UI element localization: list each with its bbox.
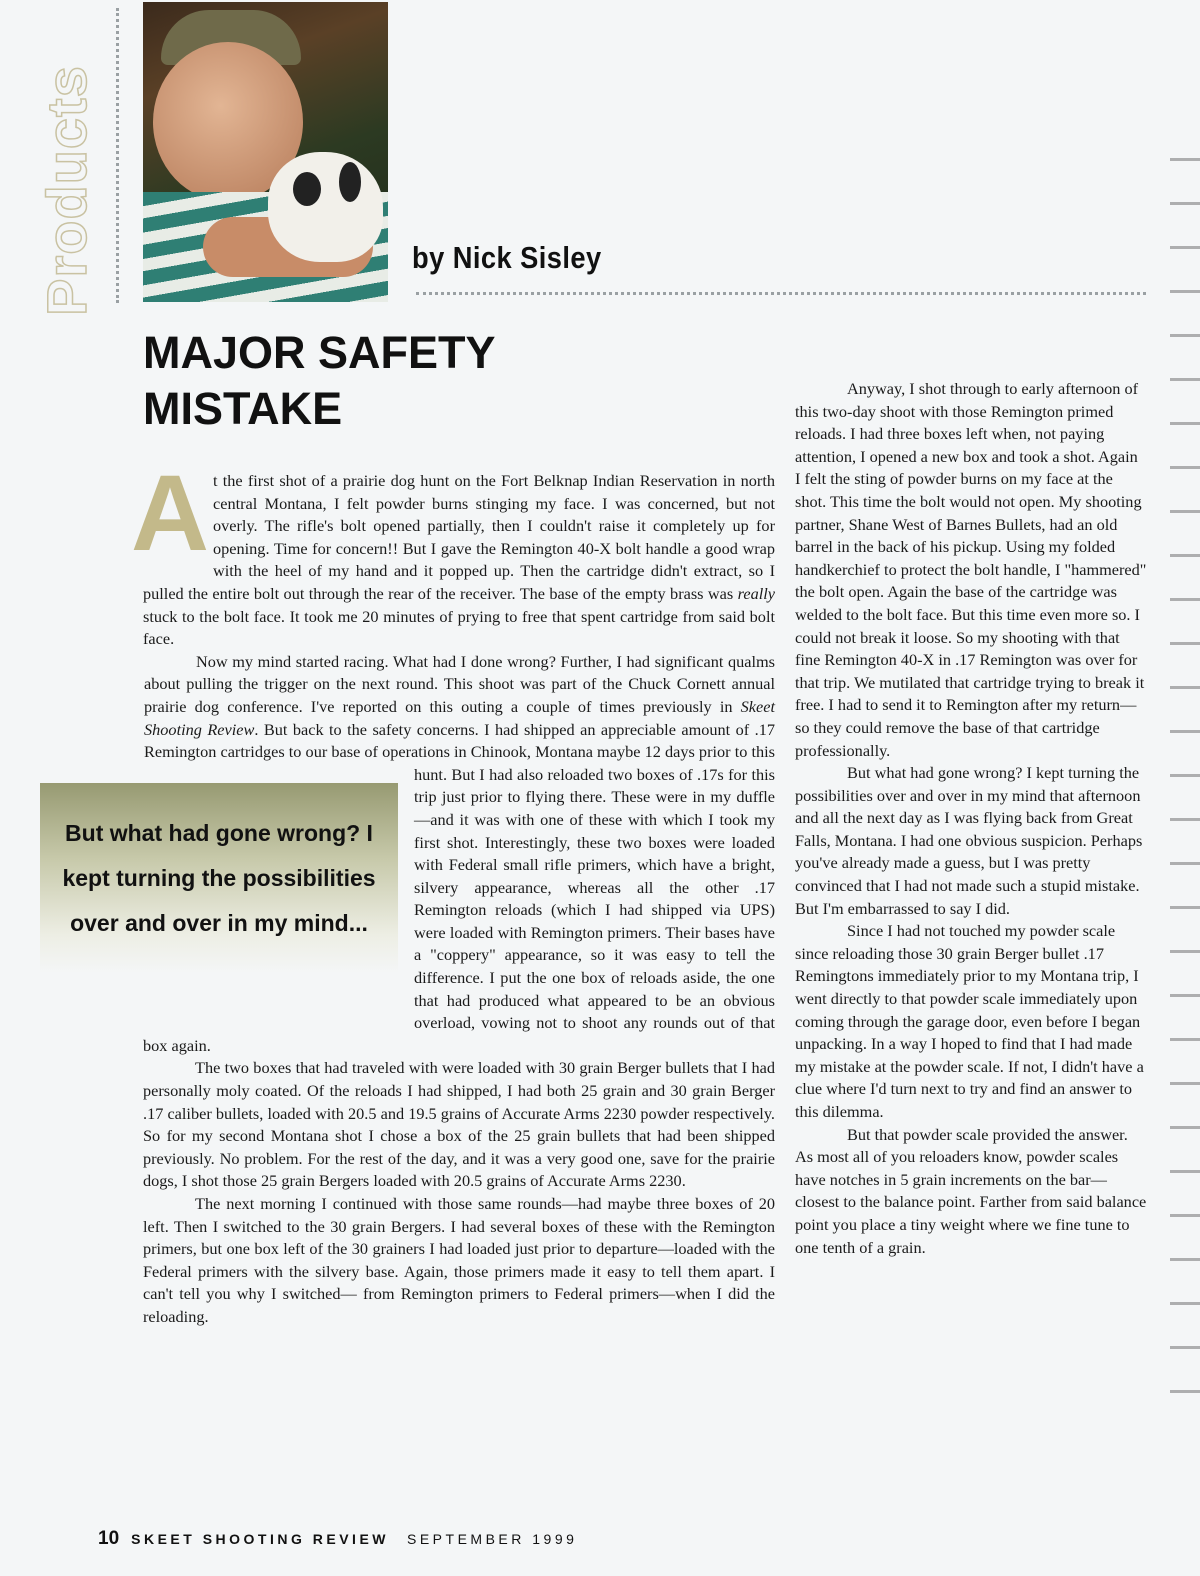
headline: MAJOR SAFETY MISTAKE (143, 327, 495, 434)
page-number: 10 (98, 1528, 120, 1549)
drop-cap: A (131, 452, 209, 573)
pull-quote-text: But what had gone wrong? I kept turning the possibilities over and over in my mind... (62, 819, 376, 936)
author-photo (143, 2, 388, 302)
section-label (34, 64, 98, 316)
article-paragraph: But what had gone wrong? I kept turning the possibilities over and over in my mind that afternoon and all the next day as I was flying back from Great Falls, Montana. I had one obvious suspicion. Perhaps you've already made a guess, but I was pretty convinced that I had not made such a stupid mistake. But I'm embarrassed to say I did. (795, 763, 1143, 918)
article-paragraph: The two boxes that had traveled with were loaded with 30 grain Berger bullets that I had personally moly coated. Of the reloads I had shipped, I had both 25 grain and 30 grain Berger .17 caliber bullets, loaded with 20.5 and 19.5 grains of Accurate Arms 2230 powder respectively. So for my second Montana shot I chose a box of the 25 grain bullets that had been shipped previously. No problem. For the rest of the day, and it was a very good one, save for the prairie dogs, I shot those 25 grain Bergers loaded with 20.5 grains of Accurate Arms 2230. (143, 1058, 775, 1191)
section-label-text: Products (34, 64, 98, 316)
horizontal-dotted-rule (416, 292, 1146, 295)
issue-date: SEPTEMBER 1999 (407, 1531, 578, 1547)
magazine-name: SKEET SHOOTING REVIEW (131, 1531, 389, 1547)
article-paragraph: Since I had not touched my powder scale since reloading those 30 grain Berger bullet .17 Remingtons immediately prior to my Montana trip, I went directly to that powder scale immediately upon coming through the garage door, even before I began unpacking. In a way I hoped to find that I had made my mistake at the powder scale. If not, I didn't have a clue where I'd turn next to try and find an answer to this dilemma. (795, 921, 1144, 1121)
article-paragraph: At the first shot of a prairie dog hunt on the Fort Belknap Indian Reservation in north central Montana, I felt powder burns stinging my face. I was concerned, but not overly. The rifle's bolt opened partially, then I couldn't raise it completely up for opening. Time for concern!! But I gave the Remington 40-X bolt handle a good wrap with the heel of my hand and it popped up. Then the cartridge didn't extract, so I pulled the entire bolt out through the rear of the receiver. The base of the empty brass was really stuck to the bolt face. It took me 20 minutes of prying to free that spent cartridge from said bolt face. (131, 452, 775, 649)
pull-quote (40, 783, 398, 973)
article-column-right (795, 378, 1147, 1259)
article-paragraph: The next morning I continued with those same rounds—had maybe three boxes of 20 left. Then I switched to the 30 grain Bergers. I had several boxes of these with the Remington primers, but one box left of the 30 grainers I had loaded just prior to departure—loaded with the Federal primers with the silvery base. Again, those primers made it easy to tell them apart. I can't tell you why I switched— from Remington primers to Federal primers—when I did the reloading. (143, 1194, 775, 1326)
article-paragraph: But that powder scale provided the answer. As most all of you reloaders know, powder scales have notches in 5 grain increments on the bar—closest to the balance point. Farther from said balance point you place a tiny weight where we fine tune to one tenth of a grain. (795, 1124, 1147, 1257)
byline: by Nick Sisley (412, 240, 602, 275)
article-paragraph: Anyway, I shot through to early afternoon of this two-day shoot with those Remington primed reloads. I had three boxes left when, not paying attention, I opened a new box and took a shot. Again I felt the sting of powder burns on my face at the shot. This time the bolt would not open. My shooting partner, Shane West of Barnes Bullets, had an old barrel in the back of his pickup. Using my folded handkerchief to protect the bolt handle, I "hammered" the bolt open. Again the base of the cartridge was welded to the bolt face. But this time even more so. I could not break it loose. So my shooting with that fine Remington 40-X in .17 Remington was over for that trip. We mutilated that cartridge trying to break it free. I had to send it to Remington after my return—so they could remove the base of that cartridge professionally. (795, 379, 1147, 760)
article-paragraph: Now my mind started racing. What had I done wrong? Further, I had significant qualms about pulling the trigger on the next round. This shoot was part of the Chuck Cornett annual prairie dog conference. I've reported on this outing a couple of times previously in Skeet Shooting Review. But back to the safety concerns. I had shipped an appreciable amount of .17 Remington cartridges to our base of operations in Chinook, Montana maybe 12 days prior to this hunt. But I had also reloaded two boxes of .17s for this trip just prior to flying there. These were in my duffle—and it was with one of these with which I took my first shot. Interestingly, these two boxes were loaded with Federal small rifle primers, which have a bright, silvery appearance, whereas all the other .17 Remington reloads (which I had shipped via UPS) were loaded with Remington primers. Their bases have a "coppery" appearance, so it was easy to tell the difference. I put the one box of reloads aside, the one that had produced what appeared to be an obvious overload, vowing not to shoot any rounds out of that box again. (143, 651, 776, 1055)
vertical-dotted-rule (116, 8, 119, 303)
page-edge (1170, 120, 1200, 1420)
page-footer (46, 1528, 577, 1550)
